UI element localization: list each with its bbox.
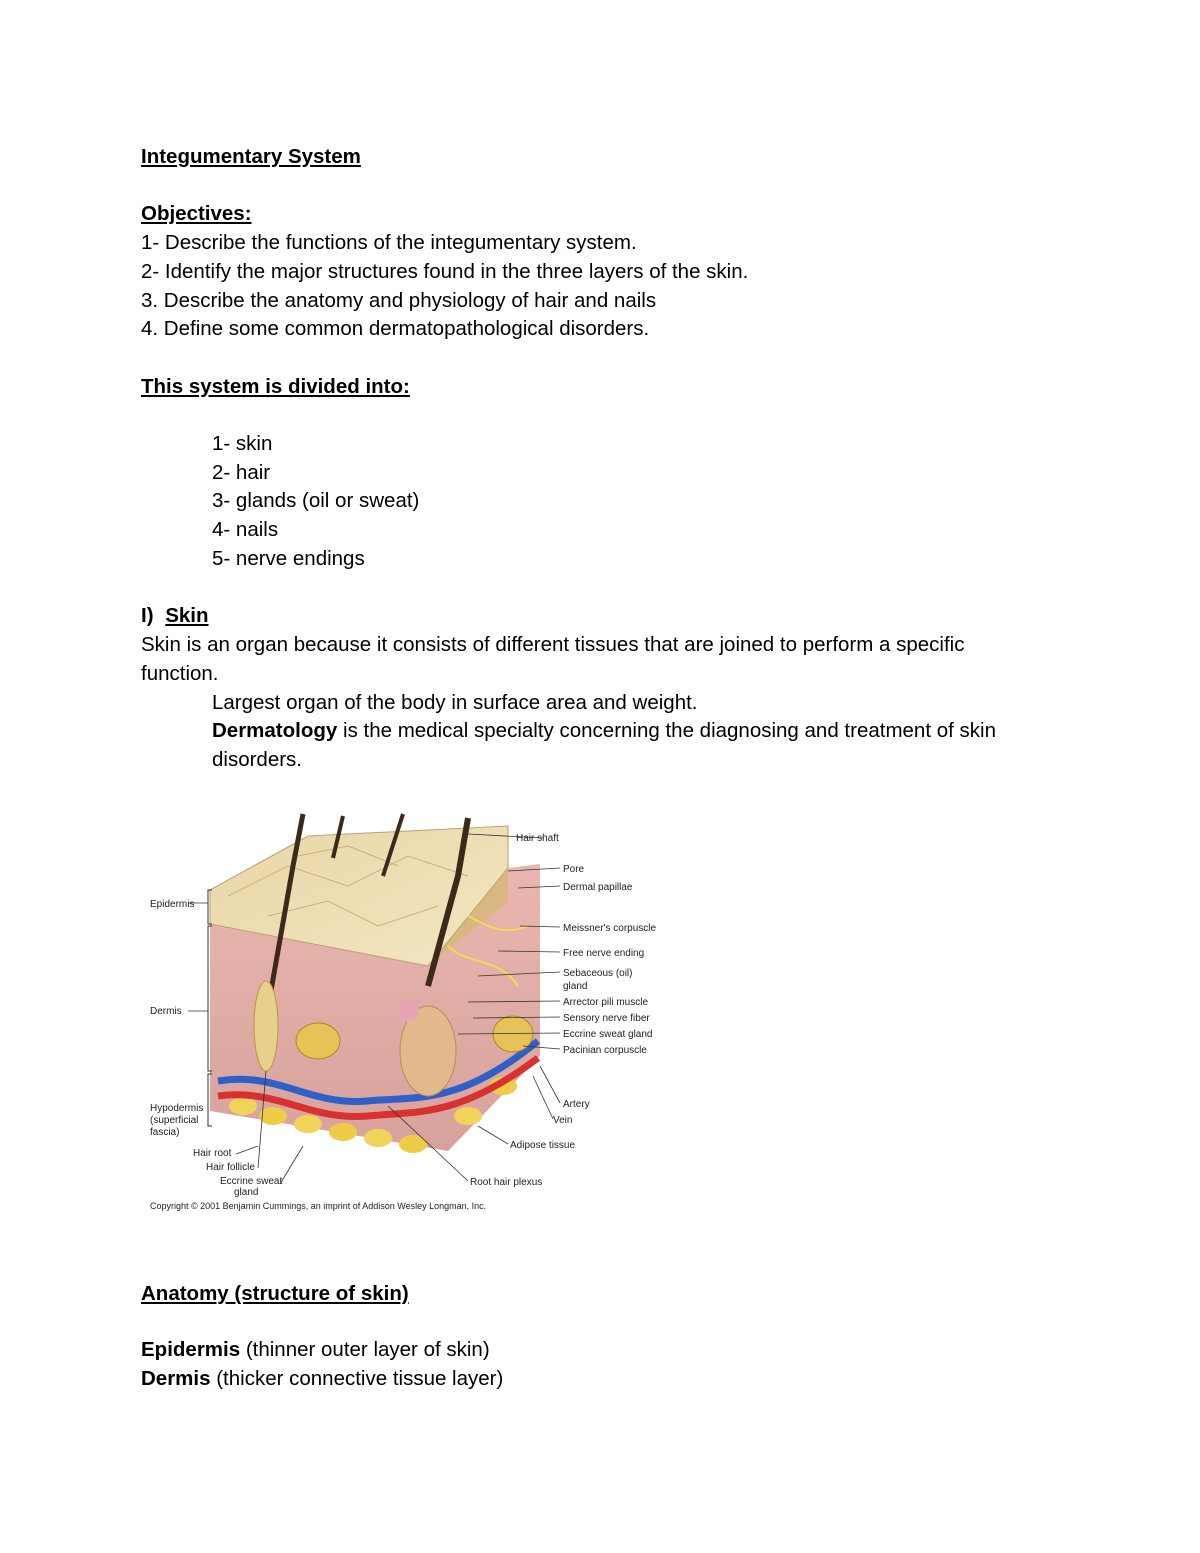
- pacinian-corpuscle: [296, 1023, 340, 1059]
- section-numeral: I): [141, 604, 154, 627]
- divided-item: 1- skin: [212, 432, 273, 455]
- dermis-line: [141, 1365, 503, 1394]
- epidermis-line: [141, 1336, 490, 1365]
- objective-item: 3. Describe the anatomy and physiology of hair and nails: [141, 289, 657, 312]
- diagram-label: Arrector pili muscle: [563, 997, 649, 1008]
- dermis-text: (thicker connective tissue layer): [210, 1367, 504, 1390]
- diagram-label: Dermis: [150, 1006, 182, 1017]
- diagram-label: Hair root: [193, 1148, 232, 1159]
- figure-copyright: Copyright © 2001 Benjamin Cummings, an imprint of Addison Wesley Longman, Inc.: [150, 1201, 487, 1211]
- divided-item: 3- glands (oil or sweat): [212, 489, 420, 512]
- diagram-label: Sebaceous (oil): [563, 968, 633, 979]
- diagram-label: Vein: [553, 1115, 573, 1126]
- diagram-label: Sensory nerve fiber: [563, 1013, 650, 1024]
- section-skin-heading: [141, 602, 209, 631]
- diagram-label: Eccrine sweat: [220, 1176, 283, 1187]
- hair-follicle: [254, 981, 278, 1071]
- epidermis-term: Epidermis: [141, 1338, 241, 1361]
- diagram-label: Artery: [563, 1099, 590, 1110]
- dermatology-definition: [212, 717, 1012, 774]
- skin-fact: Largest organ of the body in surface area and weight.: [212, 691, 698, 714]
- skin-diagram: [148, 806, 668, 1216]
- divided-item: 4- nails: [212, 518, 279, 541]
- dermatology-text: is the medical specialty concerning the diagnosing and treatment of skin disorders.: [212, 719, 996, 771]
- diagram-label: Hypodermis: [150, 1103, 204, 1114]
- diagram-label: (superficial: [150, 1115, 199, 1126]
- objective-item: 2- Identify the major structures found in the three layers of the skin.: [141, 260, 749, 283]
- divided-item: 5- nerve endings: [212, 547, 365, 570]
- epidermis-text: (thinner outer layer of skin): [240, 1338, 490, 1361]
- divided-item: 2- hair: [212, 461, 271, 484]
- dermatology-term: Dermatology: [212, 719, 338, 742]
- diagram-label: Pore: [563, 864, 585, 875]
- diagram-label: Epidermis: [150, 899, 195, 910]
- dermis-term: Dermis: [141, 1367, 211, 1390]
- section-title: Skin: [165, 604, 209, 627]
- diagram-label: Meissner's corpuscle: [563, 923, 657, 934]
- diagram-label: Root hair plexus: [470, 1177, 543, 1188]
- sebaceous-gland: [397, 1000, 419, 1022]
- diagram-label: Adipose tissue: [510, 1140, 576, 1151]
- objective-item: 1- Describe the functions of the integumentary system.: [141, 231, 637, 254]
- page-title: Integumentary System: [141, 145, 361, 168]
- diagram-label: Hair shaft: [516, 833, 559, 844]
- diagram-label: gland: [563, 981, 588, 992]
- anatomy-heading: Anatomy (structure of skin): [141, 1282, 409, 1305]
- diagram-label: Pacinian corpuscle: [563, 1045, 647, 1056]
- skin-paragraph: Skin is an organ because it consists of different tissues that are joined to perform a specific function.: [141, 633, 965, 685]
- diagram-label: Dermal papillae: [563, 882, 633, 893]
- diagram-label: fascia): [150, 1127, 180, 1138]
- objectives-heading: Objectives:: [141, 202, 252, 225]
- objective-item: 4. Define some common dermatopathological disorders.: [141, 317, 650, 340]
- diagram-label: gland: [234, 1187, 259, 1198]
- diagram-label: Free nerve ending: [563, 948, 645, 959]
- divided-heading: This system is divided into:: [141, 375, 410, 398]
- diagram-label: Eccrine sweat gland: [563, 1029, 653, 1040]
- diagram-label: Hair follicle: [206, 1162, 255, 1173]
